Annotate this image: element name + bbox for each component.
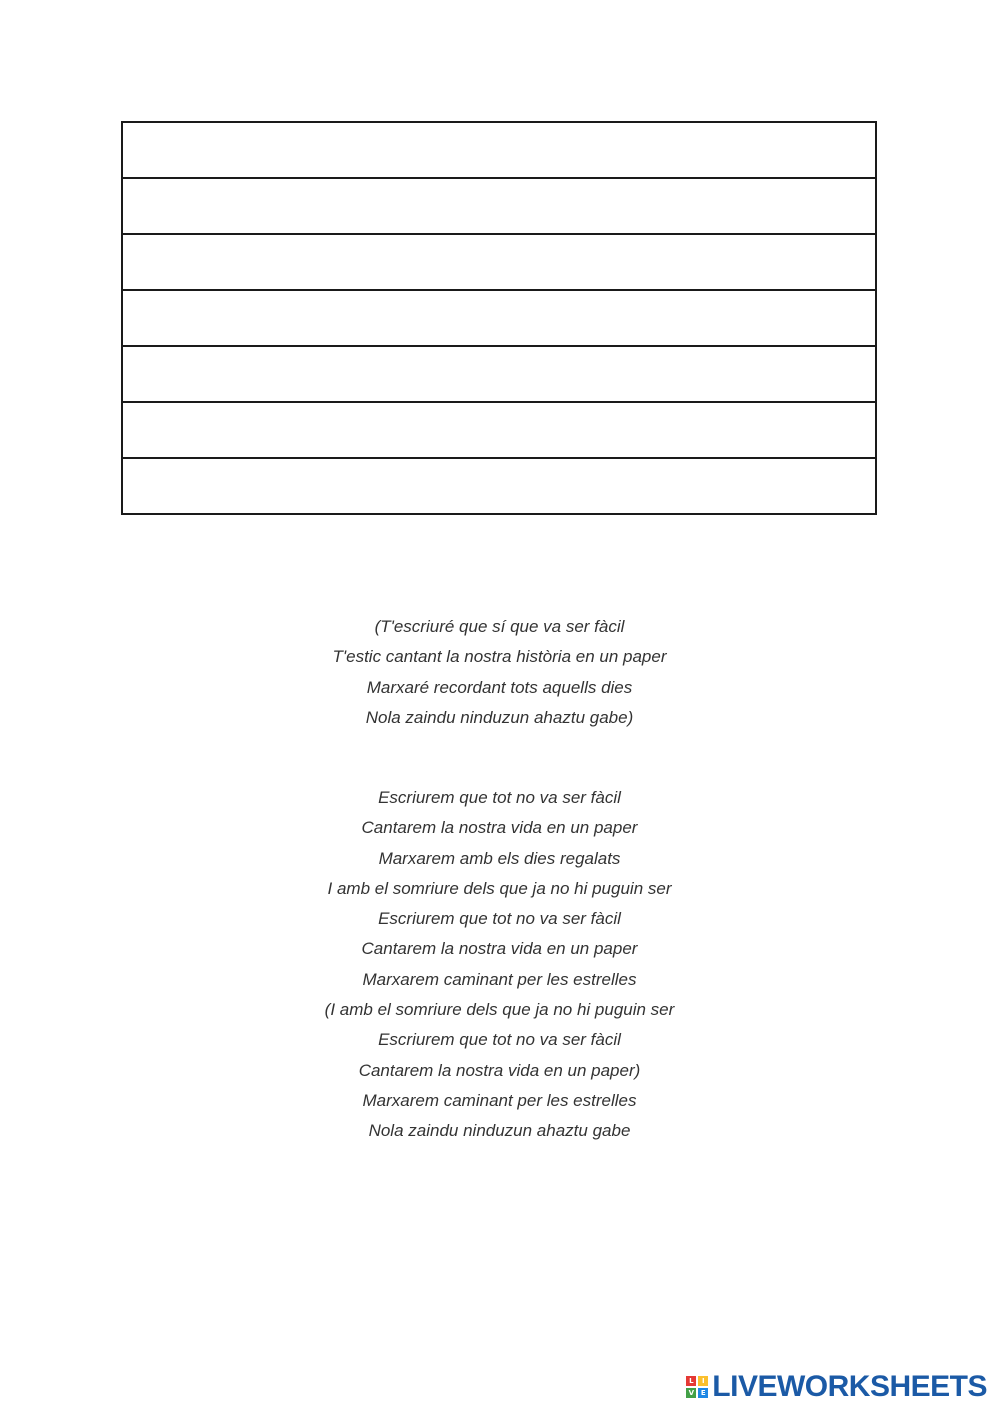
answer-table [121,121,877,515]
lyric-line: Cantarem la nostra vida en un paper [361,818,638,838]
lyric-line: Nola zaindu ninduzun ahaztu gabe [368,1121,631,1141]
answer-cell[interactable] [122,346,876,402]
lyrics-stanza-1 [0,612,999,733]
answer-cell[interactable] [122,178,876,234]
answer-cell[interactable] [122,402,876,458]
logo-mark-tile: V [686,1388,696,1398]
answer-cell[interactable] [122,122,876,178]
logo-text: LIVEWORKSHEETS [712,1370,987,1403]
lyrics-stanza-2 [0,783,999,1147]
answer-row [122,290,876,346]
logo-mark-icon [686,1376,708,1398]
logo-mark-tile: L [686,1376,696,1386]
answer-row [122,178,876,234]
lyric-line: Escriurem que tot no va ser fàcil [378,909,621,929]
lyric-line: T'estic cantant la nostra història en un paper [332,647,667,667]
lyric-line: Nola zaindu ninduzun ahaztu gabe) [365,707,634,727]
answer-row [122,346,876,402]
lyric-line: Marxarem amb els dies regalats [378,848,621,868]
answer-row [122,234,876,290]
lyric-line: I amb el somriure dels que ja no hi puguin ser [327,878,672,898]
answer-row [122,458,876,514]
lyric-line: Marxarem caminant per les estrelles [362,1090,637,1110]
lyric-line: (T'escriuré que sí que va ser fàcil [374,617,625,636]
answer-row [122,402,876,458]
lyric-line: Escriurem que tot no va ser fàcil [378,1030,621,1050]
answer-cell[interactable] [122,290,876,346]
logo-mark-tile: E [698,1388,708,1398]
lyric-line: Marxarem caminant per les estrelles [362,969,637,989]
answer-cell[interactable] [122,234,876,290]
logo-mark-tile: I [698,1376,708,1386]
lyric-line: Cantarem la nostra vida en un paper [361,939,638,959]
liveworksheets-logo [686,1371,987,1403]
answer-cell[interactable] [122,458,876,514]
lyric-line: Escriurem que tot no va ser fàcil [378,788,621,807]
lyric-line: Marxaré recordant tots aquells dies [366,677,633,697]
lyric-line: Cantarem la nostra vida en un paper) [358,1060,641,1080]
lyric-line: (I amb el somriure dels que ja no hi puguin ser [324,1000,675,1020]
answer-row [122,122,876,178]
